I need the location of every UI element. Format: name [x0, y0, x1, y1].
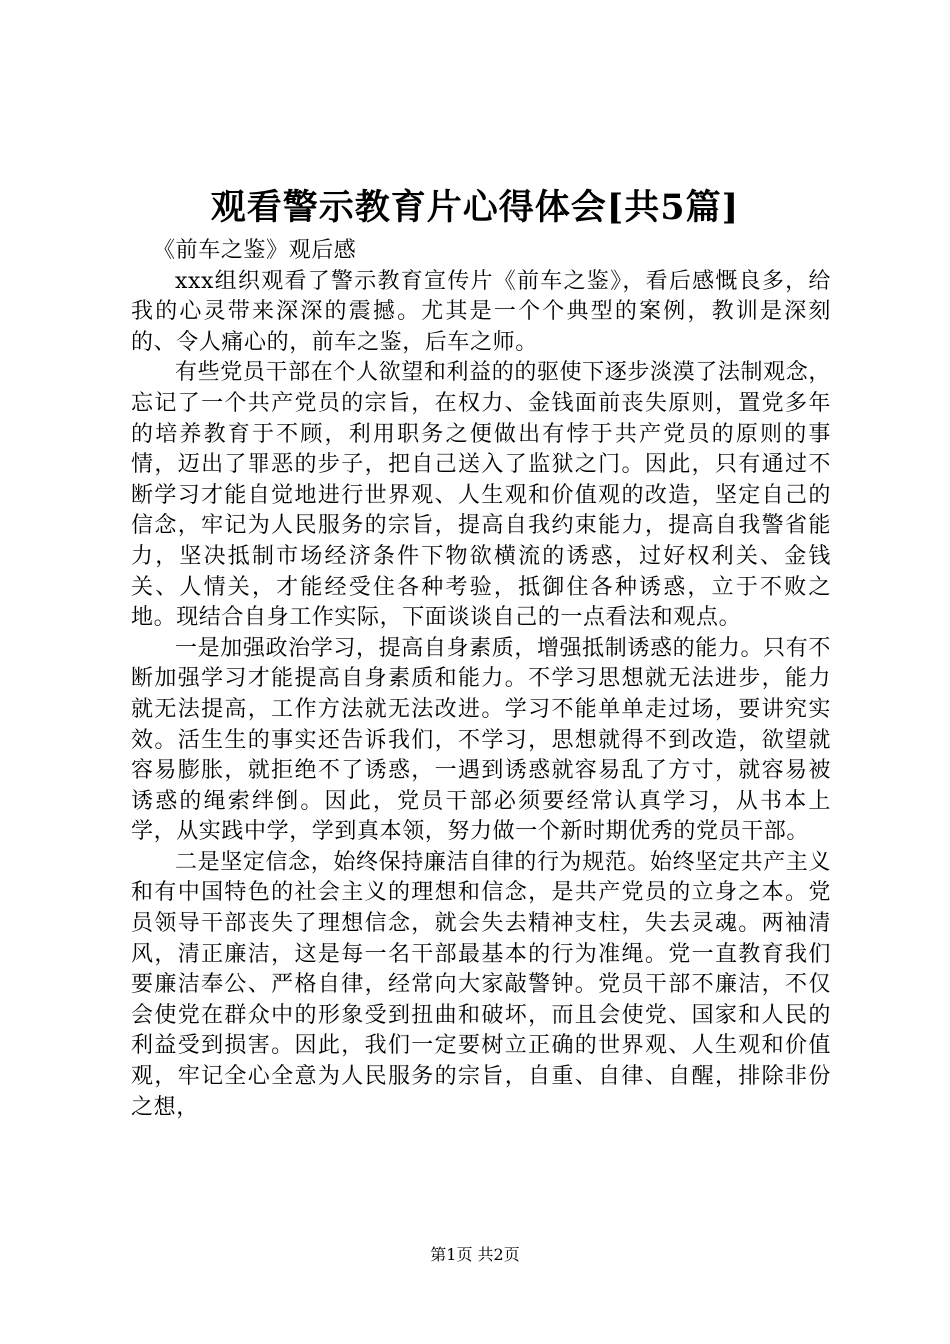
page-number-footer: 第1页 共2页: [430, 1245, 520, 1264]
paragraph: 二是坚定信念，始终保持廉洁自律的行为规范。始终坚定共产主义和有中国特色的社会主义的理想和信念，是共产党员的立身之本。党员领导干部丧失了理想信念，就会失去精神支柱，失去灵魂。两袖清风，清正廉洁，这是每一名干部最基本的行为准绳。党一直教育我们要廉洁奉公、严格自律，经常向大家敲警钟。党员干部不廉洁，不仅会使党在群众中的形象受到扭曲和破坏，而且会使党、国家和人民的利益受到损害。因此，我们一定要树立正确的世界观、人生观和价值观，牢记全心全意为人民服务的宗旨，自重、自律、自醒，排除非份之想，: [131, 849, 831, 1120]
paragraph: 有些党员干部在个人欲望和利益的的驱使下逐步淡漠了法制观念，忘记了一个共产党员的宗旨，在权力、金钱面前丧失原则，置党多年的培养教育于不顾，利用职务之便做出有悖于共产党员的原则的事情，迈出了罪恶的步子，把自己送入了监狱之门。因此，只有通过不断学习才能自觉地进行世界观、人生观和价值观的改造，坚定自己的信念，牢记为人民服务的宗旨，提高自我约束能力，提高自我警省能力，坚决抵制市场经济条件下物欲横流的诱惑，过好权利关、金钱关、人情关，才能经受住各种考验，抵御住各种诱惑，立于不败之地。现结合自身工作实际，下面谈谈自己的一点看法和观点。: [131, 360, 831, 631]
section-heading: 《前车之鉴》观后感: [153, 238, 357, 263]
document-body: [131, 236, 831, 1123]
paragraph: xxx组织观看了警示教育宣传片《前车之鉴》，看后感慨良多，给我的心灵带来深深的震撼。尤其是一个个典型的案例，教训是深刻的、令人痛心的，前车之鉴，后车之师。: [131, 268, 831, 355]
document-title: 观看警示教育片心得体会[共5篇]: [210, 187, 740, 228]
paragraph: 一是加强政治学习，提高自身素质，增强抵制诱惑的能力。只有不断加强学习才能提高自身素质和能力。不学习思想就无法进步，能力就无法提高，工作方法就无法改进。学习不能单单走过场，要讲究实效。活生生的事实还告诉我们，不学习，思想就得不到改造，欲望就容易膨胀，就拒绝不了诱惑，一遇到诱惑就容易乱了方寸，就容易被诱惑的绳索绊倒。因此，党员干部必须要经常认真学习，从书本上学，从实践中学，学到真本领，努力做一个新时期优秀的党员干部。: [131, 635, 831, 845]
